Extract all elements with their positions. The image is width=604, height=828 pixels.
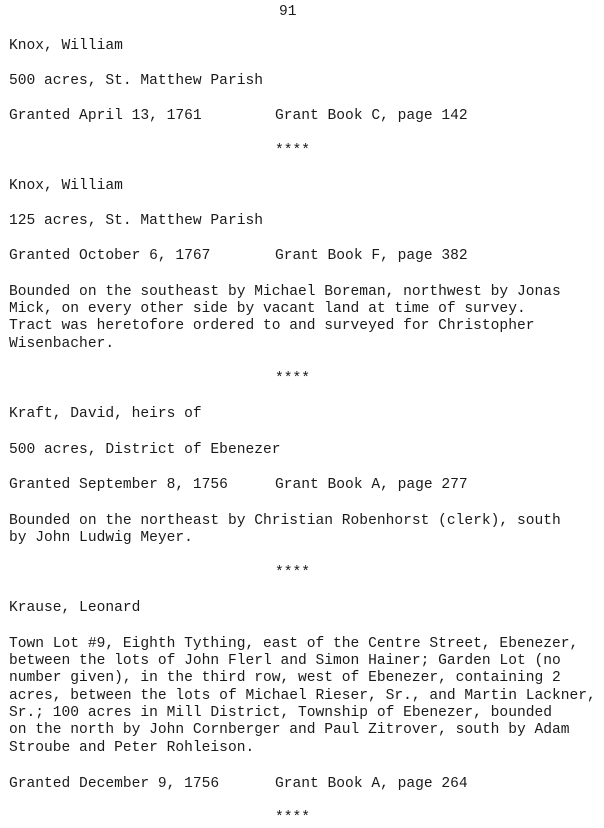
entry-book: Grant Book F, page 382 xyxy=(275,248,468,264)
entry-description-line: acres, between the lots of Michael Rieser, Sr., and Martin Lackner, xyxy=(9,688,596,704)
entry-granted: Granted April 13, 1761 xyxy=(9,108,202,124)
entry-description-line: Mick, on every other side by vacant land at time of survey. xyxy=(9,301,526,317)
entry-description-line: Bounded on the southeast by Michael Boreman, northwest by Jonas xyxy=(9,284,561,300)
separator: **** xyxy=(275,565,311,581)
entry-description-line: Sr.; 100 acres in Mill District, Township of Ebenezer, bounded xyxy=(9,705,552,721)
entry-granted: Granted October 6, 1767 xyxy=(9,248,211,264)
entry-book: Grant Book A, page 277 xyxy=(275,477,468,493)
entry-acreage: 125 acres, St. Matthew Parish xyxy=(9,213,263,229)
entry-description-line: by John Ludwig Meyer. xyxy=(9,530,193,546)
entry-name: Krause, Leonard xyxy=(9,600,141,616)
entry-book: Grant Book C, page 142 xyxy=(275,108,468,124)
entry-acreage: 500 acres, District of Ebenezer xyxy=(9,442,281,458)
entry-description-line: Tract was heretofore ordered to and surveyed for Christopher xyxy=(9,318,535,334)
entry-book: Grant Book A, page 264 xyxy=(275,776,468,792)
entry-granted: Granted September 8, 1756 xyxy=(9,477,228,493)
entry-name: Kraft, David, heirs of xyxy=(9,406,202,422)
entry-description-line: on the north by John Cornberger and Paul Zitrover, south by Adam xyxy=(9,722,570,738)
separator: **** xyxy=(275,810,311,826)
page-number: 91 xyxy=(279,4,297,20)
separator: **** xyxy=(275,371,311,387)
entry-description-line: number given), in the third row, west of Ebenezer, containing 2 xyxy=(9,670,561,686)
entry-description-line: between the lots of John Flerl and Simon Hainer; Garden Lot (no xyxy=(9,653,561,669)
entry-description-line: Bounded on the northeast by Christian Robenhorst (clerk), south xyxy=(9,513,561,529)
entry-description-line: Wisenbacher. xyxy=(9,336,115,352)
entry-granted: Granted December 9, 1756 xyxy=(9,776,220,792)
entry-name: Knox, William xyxy=(9,38,123,54)
entry-name: Knox, William xyxy=(9,178,123,194)
entry-description-line: Stroube and Peter Rohleison. xyxy=(9,740,255,756)
entry-description-line: Town Lot #9, Eighth Tything, east of the Centre Street, Ebenezer, xyxy=(9,636,579,652)
entry-acreage: 500 acres, St. Matthew Parish xyxy=(9,73,263,89)
separator: **** xyxy=(275,143,311,159)
